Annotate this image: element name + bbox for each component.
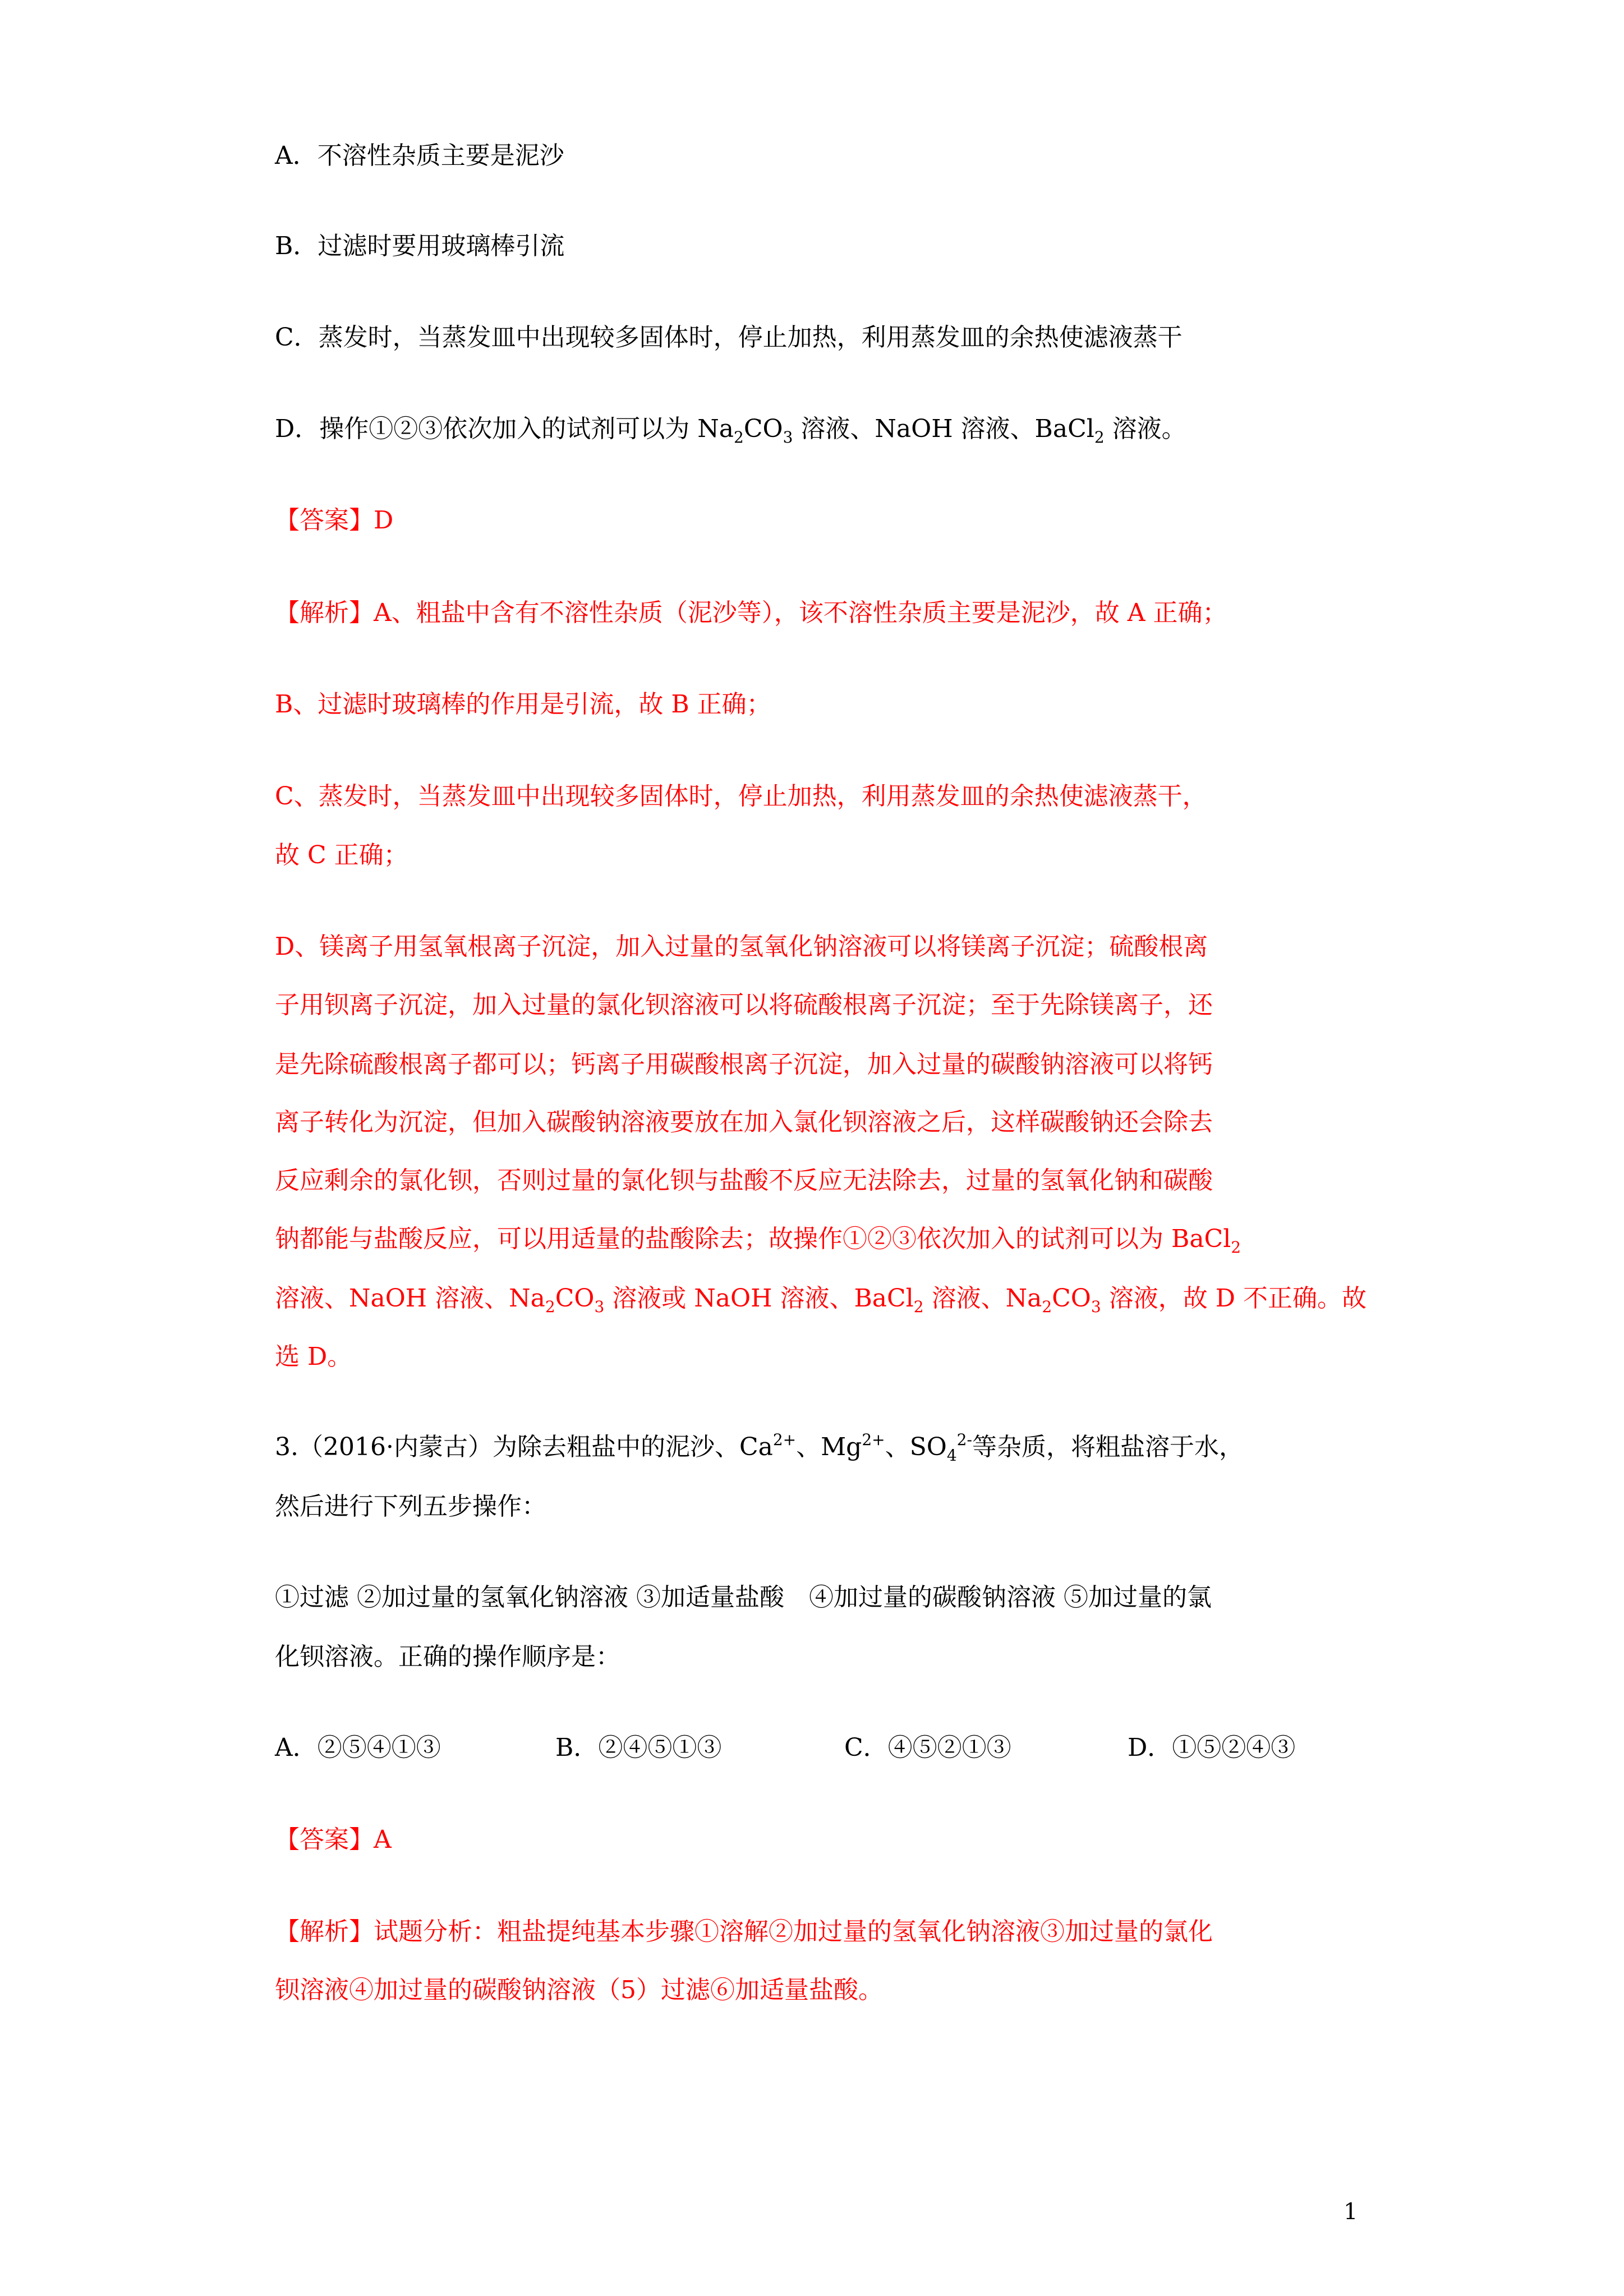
q3-analysis-line-2: 钡溶液④加过量的碳酸钠溶液（5）过滤⑥加适量盐酸。: [275, 1976, 883, 2004]
analysis-line-5: D、镁离子用氢氧根离子沉淀，加入过量的氢氧化钠溶液可以将镁离子沉淀；硫酸根离: [275, 932, 1208, 961]
q3-stem-line-2: 然后进行下列五步操作：: [275, 1492, 546, 1521]
analysis-line-10: 钠都能与盐酸反应，可以用适量的盐酸除去；故操作①②③依次加入的试剂可以为 BaCl$_2$: [275, 1225, 1241, 1257]
analysis-line-9: 反应剩余的氯化钡，否则过量的氯化钡与盐酸不反应无法除去，过量的氢氧化钠和碳酸: [275, 1166, 1213, 1195]
option-d: D．操作①②③依次加入的试剂可以为 $Na_2CO_3$ 溶液、NaOH 溶液、BaCl$_2$ 溶液。: [275, 415, 1186, 447]
q3-analysis-label: 【解析】: [275, 1917, 374, 1946]
analysis-line-6: 子用钡离子沉淀，加入过量的氯化钡溶液可以将硫酸根离子沉淀；至于先除镁离子，还: [275, 991, 1213, 1019]
analysis-line-8: 离子转化为沉淀，但加入碳酸钠溶液要放在加入氯化钡溶液之后，这样碳酸钠还会除去: [275, 1108, 1213, 1137]
option-c: C．蒸发时，当蒸发皿中出现较多固体时，停止加热，利用蒸发皿的余热使滤液蒸干: [275, 323, 1183, 352]
q3-option-b: B．②④⑤①③: [555, 1733, 722, 1762]
q3-option-d: D．①⑤②④③: [1128, 1733, 1296, 1762]
q3-steps-line-1: ①过滤 ②加过量的氢氧化钠溶液 ③加适量盐酸 ④加过量的碳酸钠溶液 ⑤加过量的氯: [275, 1583, 1212, 1612]
page-number: 1: [1344, 2199, 1358, 2225]
analysis-label: 【解析】: [275, 599, 374, 627]
q3-analysis-line-1: 【解析】试题分析：粗盐提纯基本步骤①溶解②加过量的氢氧化钠溶液③加过量的氯化: [275, 1917, 1213, 1946]
q3-answer-value: A: [374, 1825, 392, 1854]
answer-value: D: [374, 506, 394, 535]
analysis-line-7: 是先除硫酸根离子都可以；钙离子用碳酸根离子沉淀，加入过量的碳酸钠溶液可以将钙: [275, 1050, 1213, 1079]
answer-label: 【答案】: [275, 506, 374, 535]
analysis-line-12: 选 D。: [275, 1342, 352, 1371]
q3-option-a: A．②⑤④①③: [275, 1733, 441, 1762]
q3-answer-label: 【答案】: [275, 1825, 374, 1854]
option-a: A．不溶性杂质主要是泥沙: [275, 141, 564, 170]
answer-line: [275, 504, 393, 537]
analysis-line-4: 故 C 正确；: [275, 841, 408, 869]
analysis-line-1: 【解析】A、粗盐中含有不溶性杂质（泥沙等），该不溶性杂质主要是泥沙，故 A 正确；: [275, 599, 1227, 627]
q3-answer-line: [275, 1823, 392, 1857]
analysis-line-3: C、蒸发时，当蒸发皿中出现较多固体时，停止加热，利用蒸发皿的余热使滤液蒸干，: [275, 782, 1207, 811]
analysis-line-11: 溶液、NaOH 溶液、$Na_2CO_3$ 溶液或 NaOH 溶液、BaCl$_2$ 溶液、$Na_2CO_3$ 溶液，故 D 不正确。故: [275, 1284, 1367, 1316]
option-b: B．过滤时要用玻璃棒引流: [275, 232, 565, 260]
q3-steps-line-2: 化钡溶液。正确的操作顺序是：: [275, 1642, 620, 1671]
q3-option-c: C．④⑤②①③: [844, 1733, 1011, 1762]
q3-stem-line-1: 3.（2016·内蒙古）为除去粗盐中的泥沙、$Ca^{2+}$、$Mg^{2+}$、$SO_4^{2-}$等杂质，将粗盐溶于水，: [275, 1430, 1244, 1465]
analysis-line-2: B、过滤时玻璃棒的作用是引流，故 B 正确；: [275, 690, 771, 719]
